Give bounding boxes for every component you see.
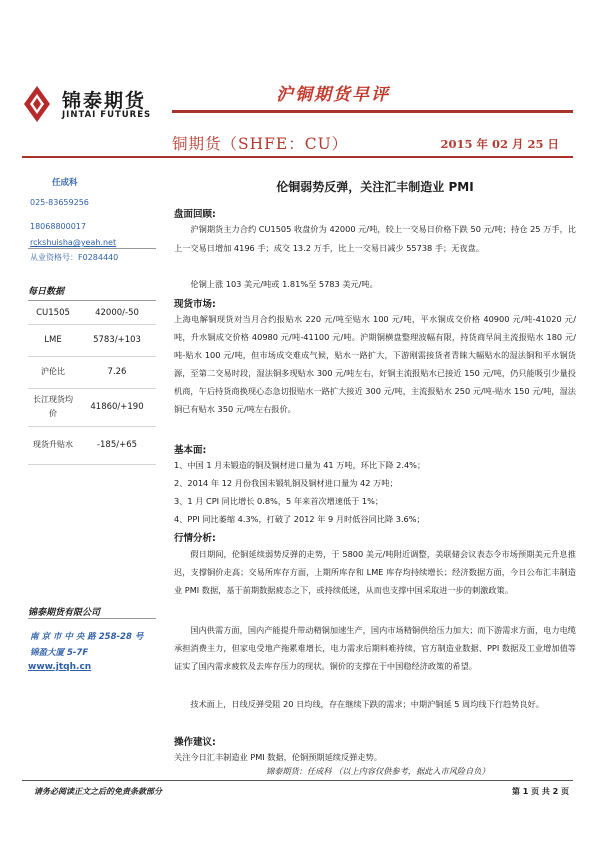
company-website-link[interactable]: www.jtqh.cn	[28, 662, 92, 672]
daily-value: 42000/-50	[78, 302, 156, 324]
product-band	[22, 130, 573, 158]
logo-text-en: JINTAI FUTURES	[62, 110, 152, 120]
analysis-paragraph-2: 国内供需方面，国内产能提升带动精铜加速生产，国内市场精铜供给压力加大；而下游需求方面，电力电缆承担消费主力，但家电受地产拖累难增长，电力需求后期料难持续，官方制造业数据、PPI 数据及工业增加值等证实了国内需求疲软及去库存压力的现状。铜价的支撑在于中国稳经济政策的希望。	[174, 625, 576, 671]
analyst-name: 任成科	[52, 178, 78, 188]
company-address-2: 锦盈大厦 5-7F	[30, 648, 89, 658]
daily-label: 沪伦比	[28, 356, 78, 388]
page-number: 第 1 页 共 2 页	[511, 787, 569, 796]
section-heading-fundamentals: 基本面:	[174, 445, 207, 456]
section-heading-advice: 操作建议:	[174, 737, 216, 748]
analyst-email[interactable]: rckshuisha@yeah.net	[30, 238, 117, 247]
fundamental-point: 4、PPI 同比萎缩 4.3%，打破了 2012 年 9 月时低谷同比降 3.6%；	[174, 514, 425, 524]
daily-label: CU1505	[28, 302, 78, 324]
jintai-logo-icon	[22, 84, 52, 124]
section-heading-analysis: 行情分析:	[174, 533, 216, 544]
daily-label: LME	[28, 324, 78, 356]
analyst-mobile: 18068800017	[30, 222, 86, 231]
advice-text: 关注今日汇丰制造业 PMI 数据，伦铜预期延续反弹走势。	[174, 752, 382, 762]
daily-value: 5783/+103	[78, 324, 156, 356]
daily-label: 长江现货均价	[28, 388, 78, 426]
section-heading-spot: 现货市场:	[174, 299, 216, 310]
header-divider	[172, 110, 573, 113]
fundamental-point: 3、1 月 CPI 同比增长 0.8%，5 年来首次增速低于 1%；	[174, 496, 384, 506]
table-row	[28, 426, 156, 464]
fundamental-point: 1、中国 1 月未锻造的铜及铜材进口量为 41 万吨，环比下降 2.4%；	[174, 460, 426, 470]
spot-market-paragraph: 上海电解铜现货对当月合约报贴水 220 元/吨至贴水 100 元/吨，平水铜成交价格 40900 元/吨-41020 元/吨，升水铜成交价格 40980 元/吨-41100 元/吨。沪期铜横盘整理波幅有限，持货商早间主流报贴水 180 元/吨-贴水 100 元/吨，但市场成交难成气候，贴水一路扩大，下游刚需接货者青睐大幅贴水的湿法铜和平水铜货源，至第二交易时段，湿法铜多现贴水 300 元/吨左右，好铜主流报贴水已接近 150 元/吨，仍只能吸引少量投机商，午后持货商换现心态急切报贴水一路扩大接近 300 元/吨，主流报贴水 250 元/吨-贴水 150 元/吨，湿法铜已有贴水 350 元/吨左右报价。	[174, 314, 576, 414]
daily-value: 7.26	[78, 356, 156, 388]
report-date: 2015 年 02 月 25 日	[440, 137, 559, 151]
analysis-paragraph-3: 技术面上，日线反弹受阻 20 日均线，存在继续下跌的需求；中期沪铜延 5 周均线下行趋势良好。	[190, 699, 544, 709]
daily-value: -185/+65	[78, 426, 156, 464]
daily-data-table	[28, 302, 156, 465]
signature-line: 锦泰期货：任成科 （以上内容仅供参考，据此入市风险自负）	[266, 766, 490, 776]
table-row	[28, 356, 156, 388]
daily-divider	[28, 300, 156, 301]
company-logo	[22, 84, 182, 124]
contact-divider	[28, 248, 156, 249]
daily-data-heading: 每日数据	[28, 287, 65, 297]
report-headline: 伦铜弱势反弹，关注汇丰制造业 PMI	[276, 180, 474, 194]
product-divider	[22, 156, 573, 158]
sidebar	[22, 168, 152, 688]
analysis-paragraph-1: 假日期间，伦铜延续弱势反弹的走势，于 5800 美元/吨附近调整，美联储会议表态令市场预期美元升息推迟，支撑铜价走高；交易所库存方面，上期所库存和 LME 库存均持续增长；经济数据方面，今日公布汇丰制造业 PMI 数据，基于前期数据疲态之下，或持续低迷，从而也支撑中国采取进一步的刺激政策。	[174, 549, 576, 595]
company-address-1: 南 京 市 中 央 路 258-28 号	[30, 632, 144, 642]
product-title: 铜期货（SHFE：CU）	[172, 135, 349, 153]
company-divider	[28, 618, 156, 619]
footer-disclaimer: 请务必阅读正文之后的免责条款部分	[34, 787, 162, 796]
report-type-title: 沪铜期货早评	[276, 85, 390, 105]
review-paragraph: 沪铜期货主力合约 CU1505 收盘价为 42000 元/吨，较上一交易日价格下跌 50 元/吨；持仓 25 万手，比上一交易日增加 4196 手；成交 13.2 万手，比上一交易日减少 55738 手；无夜盘。	[174, 224, 576, 253]
analyst-phone: 025-83659256	[30, 198, 89, 207]
company-name: 锦泰期货有限公司	[28, 608, 101, 618]
daily-value: 41860/+190	[78, 388, 156, 426]
daily-label: 现货升贴水	[28, 426, 78, 464]
review-lme-paragraph: 伦铜上涨 103 美元/吨或 1.81%至 5783 美元/吨。	[190, 279, 378, 289]
table-row	[28, 324, 156, 356]
license-number: 从业资格号：F0284440	[30, 253, 119, 262]
table-row	[28, 302, 156, 324]
table-row	[28, 388, 156, 426]
fundamental-point: 2、2014 年 12 月份我国未锻轧铜及铜材进口量为 42 万吨；	[174, 478, 398, 488]
logo-text-cn: 锦泰期货	[62, 90, 147, 112]
footer-divider	[22, 780, 573, 781]
section-heading-review: 盘面回顾:	[174, 209, 216, 220]
